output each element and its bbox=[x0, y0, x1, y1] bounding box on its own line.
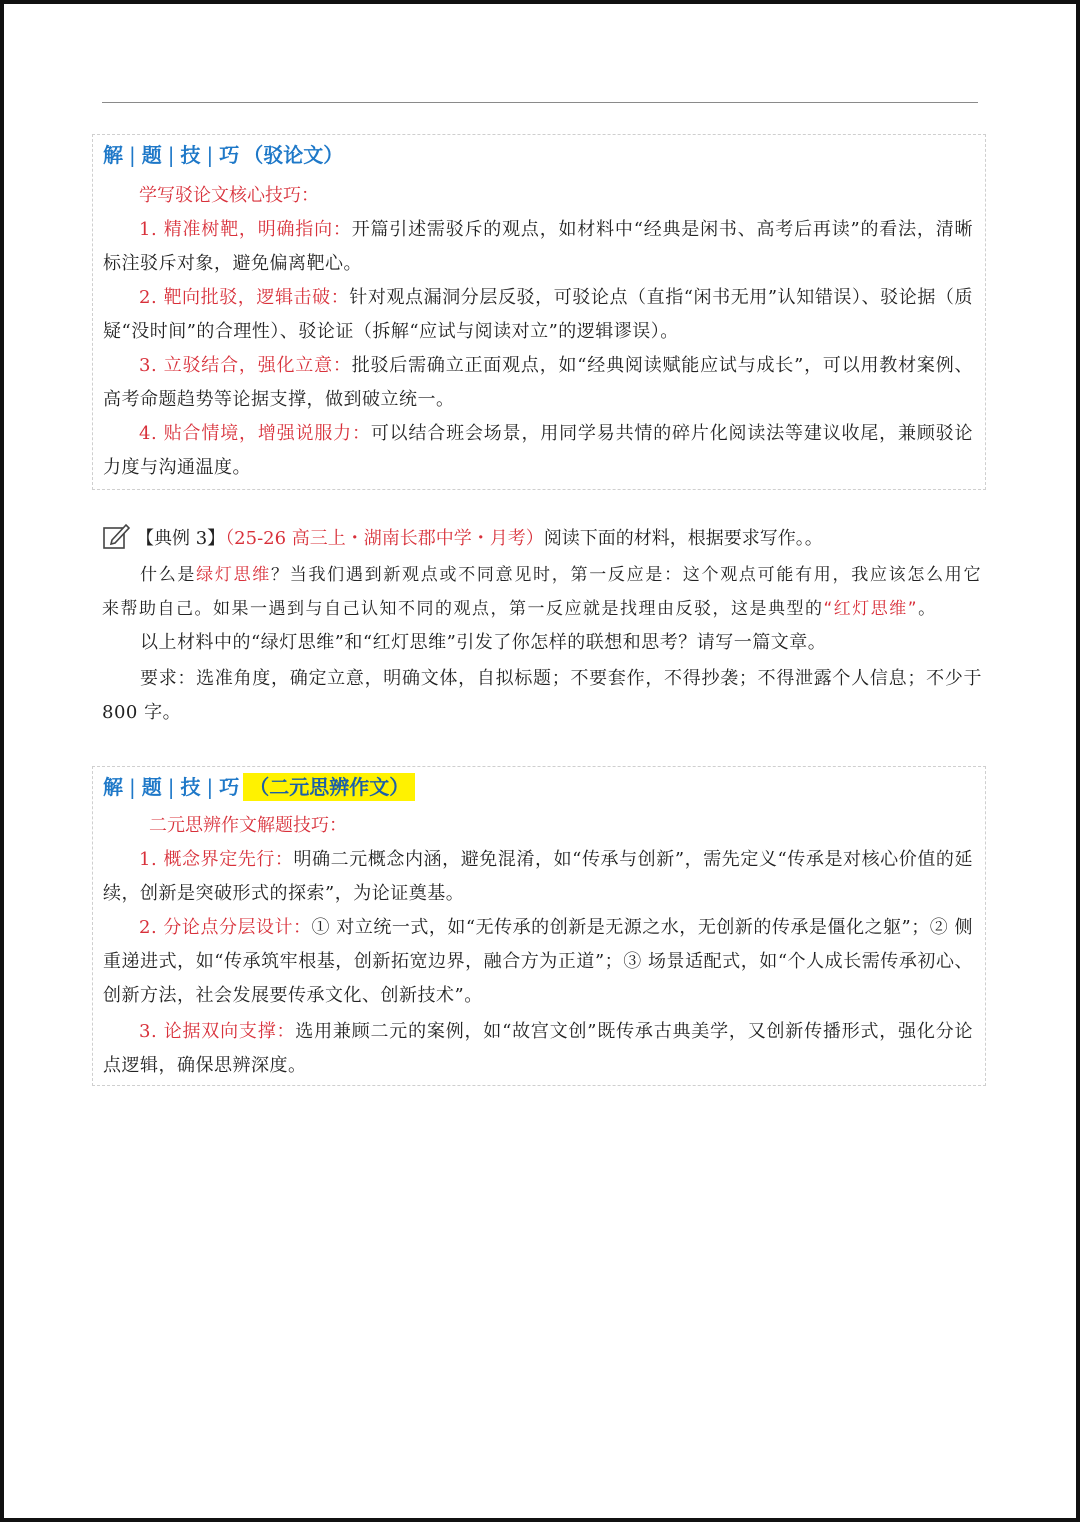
material-text: 什么是 bbox=[140, 565, 197, 585]
tip-intro: 学写驳论文核心技巧： bbox=[139, 185, 319, 206]
heading-char: 巧 bbox=[219, 143, 240, 167]
example-heading bbox=[102, 522, 982, 560]
heading-char: 技 bbox=[180, 775, 201, 799]
tip-item-lead: 3. 论据双向支撑： bbox=[139, 1021, 296, 1042]
example-requirement: 要求：选准角度，确定立意，明确文体，自拟标题；不要套作，不得抄袭；不得泄露个人信息；不少于 800 字。 bbox=[102, 668, 982, 723]
tip-box-binary-thinking bbox=[92, 766, 986, 1086]
tip-item-lead: 3. 立驳结合，强化立意： bbox=[139, 355, 352, 376]
material-text: 。 bbox=[918, 599, 937, 619]
tip-item-text: 批驳后需确立正面观点，如“经典阅读赋能应试与成长”，可以用教材案例、高考命题趋势等论据支撑，做到破立统一。 bbox=[103, 355, 973, 410]
tip-subtitle: （驳论文） bbox=[243, 143, 344, 167]
tip-subtitle-highlighted: （二元思辨作文） bbox=[243, 773, 415, 801]
example-question: 以上材料中的“绿灯思维”和“红灯思维”引发了你怎样的联想和思考？请写一篇文章。 bbox=[140, 632, 827, 653]
tip-intro: 二元思辨作文解题技巧： bbox=[149, 815, 347, 836]
example-material bbox=[102, 558, 982, 626]
heading-char: 解 bbox=[103, 143, 123, 167]
edit-icon bbox=[102, 522, 132, 560]
tip-item-text: 选用兼顾二元的案例，如“故宫文创”既传承古典美学，又创新传播形式，强化分论点逻辑，确保思辨深度。 bbox=[103, 1021, 973, 1076]
tip-item bbox=[103, 417, 973, 485]
tip-box-argument-refutation bbox=[92, 134, 986, 490]
material-text: ？当我们遇到新观点或不同意见时，第一反应是：这个观点可能有用，我应该怎么用它来帮助自己。如果一遇到与自己认知不同的观点，第一反应就是找理由反驳，这是典型的 bbox=[102, 565, 983, 619]
tip-item-text: 针对观点漏洞分层反驳，可驳论点（直指“闲书无用”认知错误）、驳论据（质疑“没时间”的合理性）、驳论证（拆解“应试与阅读对立”的逻辑谬误）。 bbox=[103, 287, 973, 342]
material-term-red: “红灯思维” bbox=[823, 599, 919, 619]
heading-char: 题 bbox=[141, 775, 162, 799]
tip-item-lead: 2. 靶向批驳，逻辑击破： bbox=[139, 287, 350, 308]
tip-item bbox=[103, 911, 973, 1013]
tip-item bbox=[103, 349, 973, 417]
material-term-green: 绿灯思维 bbox=[196, 565, 272, 585]
tip-item-text: 开篇引述需驳斥的观点，如材料中“经典是闲书、高考后再读”的看法，清晰标注驳斥对象，避免偏离靶心。 bbox=[103, 219, 973, 274]
heading-char: 题 bbox=[141, 143, 162, 167]
tip-item bbox=[103, 843, 973, 911]
tip-item-lead: 4. 贴合情境，增强说服力： bbox=[139, 423, 371, 444]
tip-heading: 解 | 题 | 技 | 巧 （二元思辨作文） bbox=[103, 773, 415, 801]
tip-item-text: 明确二元概念内涵，避免混淆，如“传承与创新”，需先定义“传承是对核心价值的延续，创新是突破形式的探索”，为论证奠基。 bbox=[103, 849, 973, 904]
tip-item bbox=[103, 1015, 973, 1083]
example-instruction: 阅读下面的材料，根据要求写作。。 bbox=[543, 528, 823, 549]
tip-item-text: 可以结合班会场景，用同学易共情的碎片化阅读法等建议收尾，兼顾驳论力度与沟通温度。 bbox=[103, 423, 973, 478]
tip-item-lead: 2. 分论点分层设计： bbox=[139, 917, 312, 938]
example-label: 【典例 3】 bbox=[136, 528, 226, 549]
tip-item bbox=[103, 281, 973, 349]
tip-item-text: ① 对立统一式，如“无传承的创新是无源之水，无创新的传承是僵化之躯”；② 侧重递进式，如“传承筑牢根基，创新拓宽边界，融合方为正道”；③ 场景适配式，如“个人成长需传承初心、创新方法，社会发展要传承文化、创新技术”。 bbox=[103, 917, 973, 1006]
heading-char: 技 bbox=[180, 143, 201, 167]
example-source: （25-26 高三上・湖南长郡中学・月考） bbox=[225, 528, 544, 549]
heading-char: 解 bbox=[103, 775, 123, 799]
heading-char: 巧 bbox=[219, 775, 240, 799]
tip-item bbox=[103, 213, 973, 281]
tip-item-lead: 1. 概念界定先行： bbox=[139, 849, 294, 870]
header-rule bbox=[102, 102, 978, 103]
tip-heading: 解 | 题 | 技 | 巧 （驳论文） bbox=[103, 143, 344, 167]
tip-item-lead: 1. 精准树靶，明确指向： bbox=[139, 219, 352, 240]
